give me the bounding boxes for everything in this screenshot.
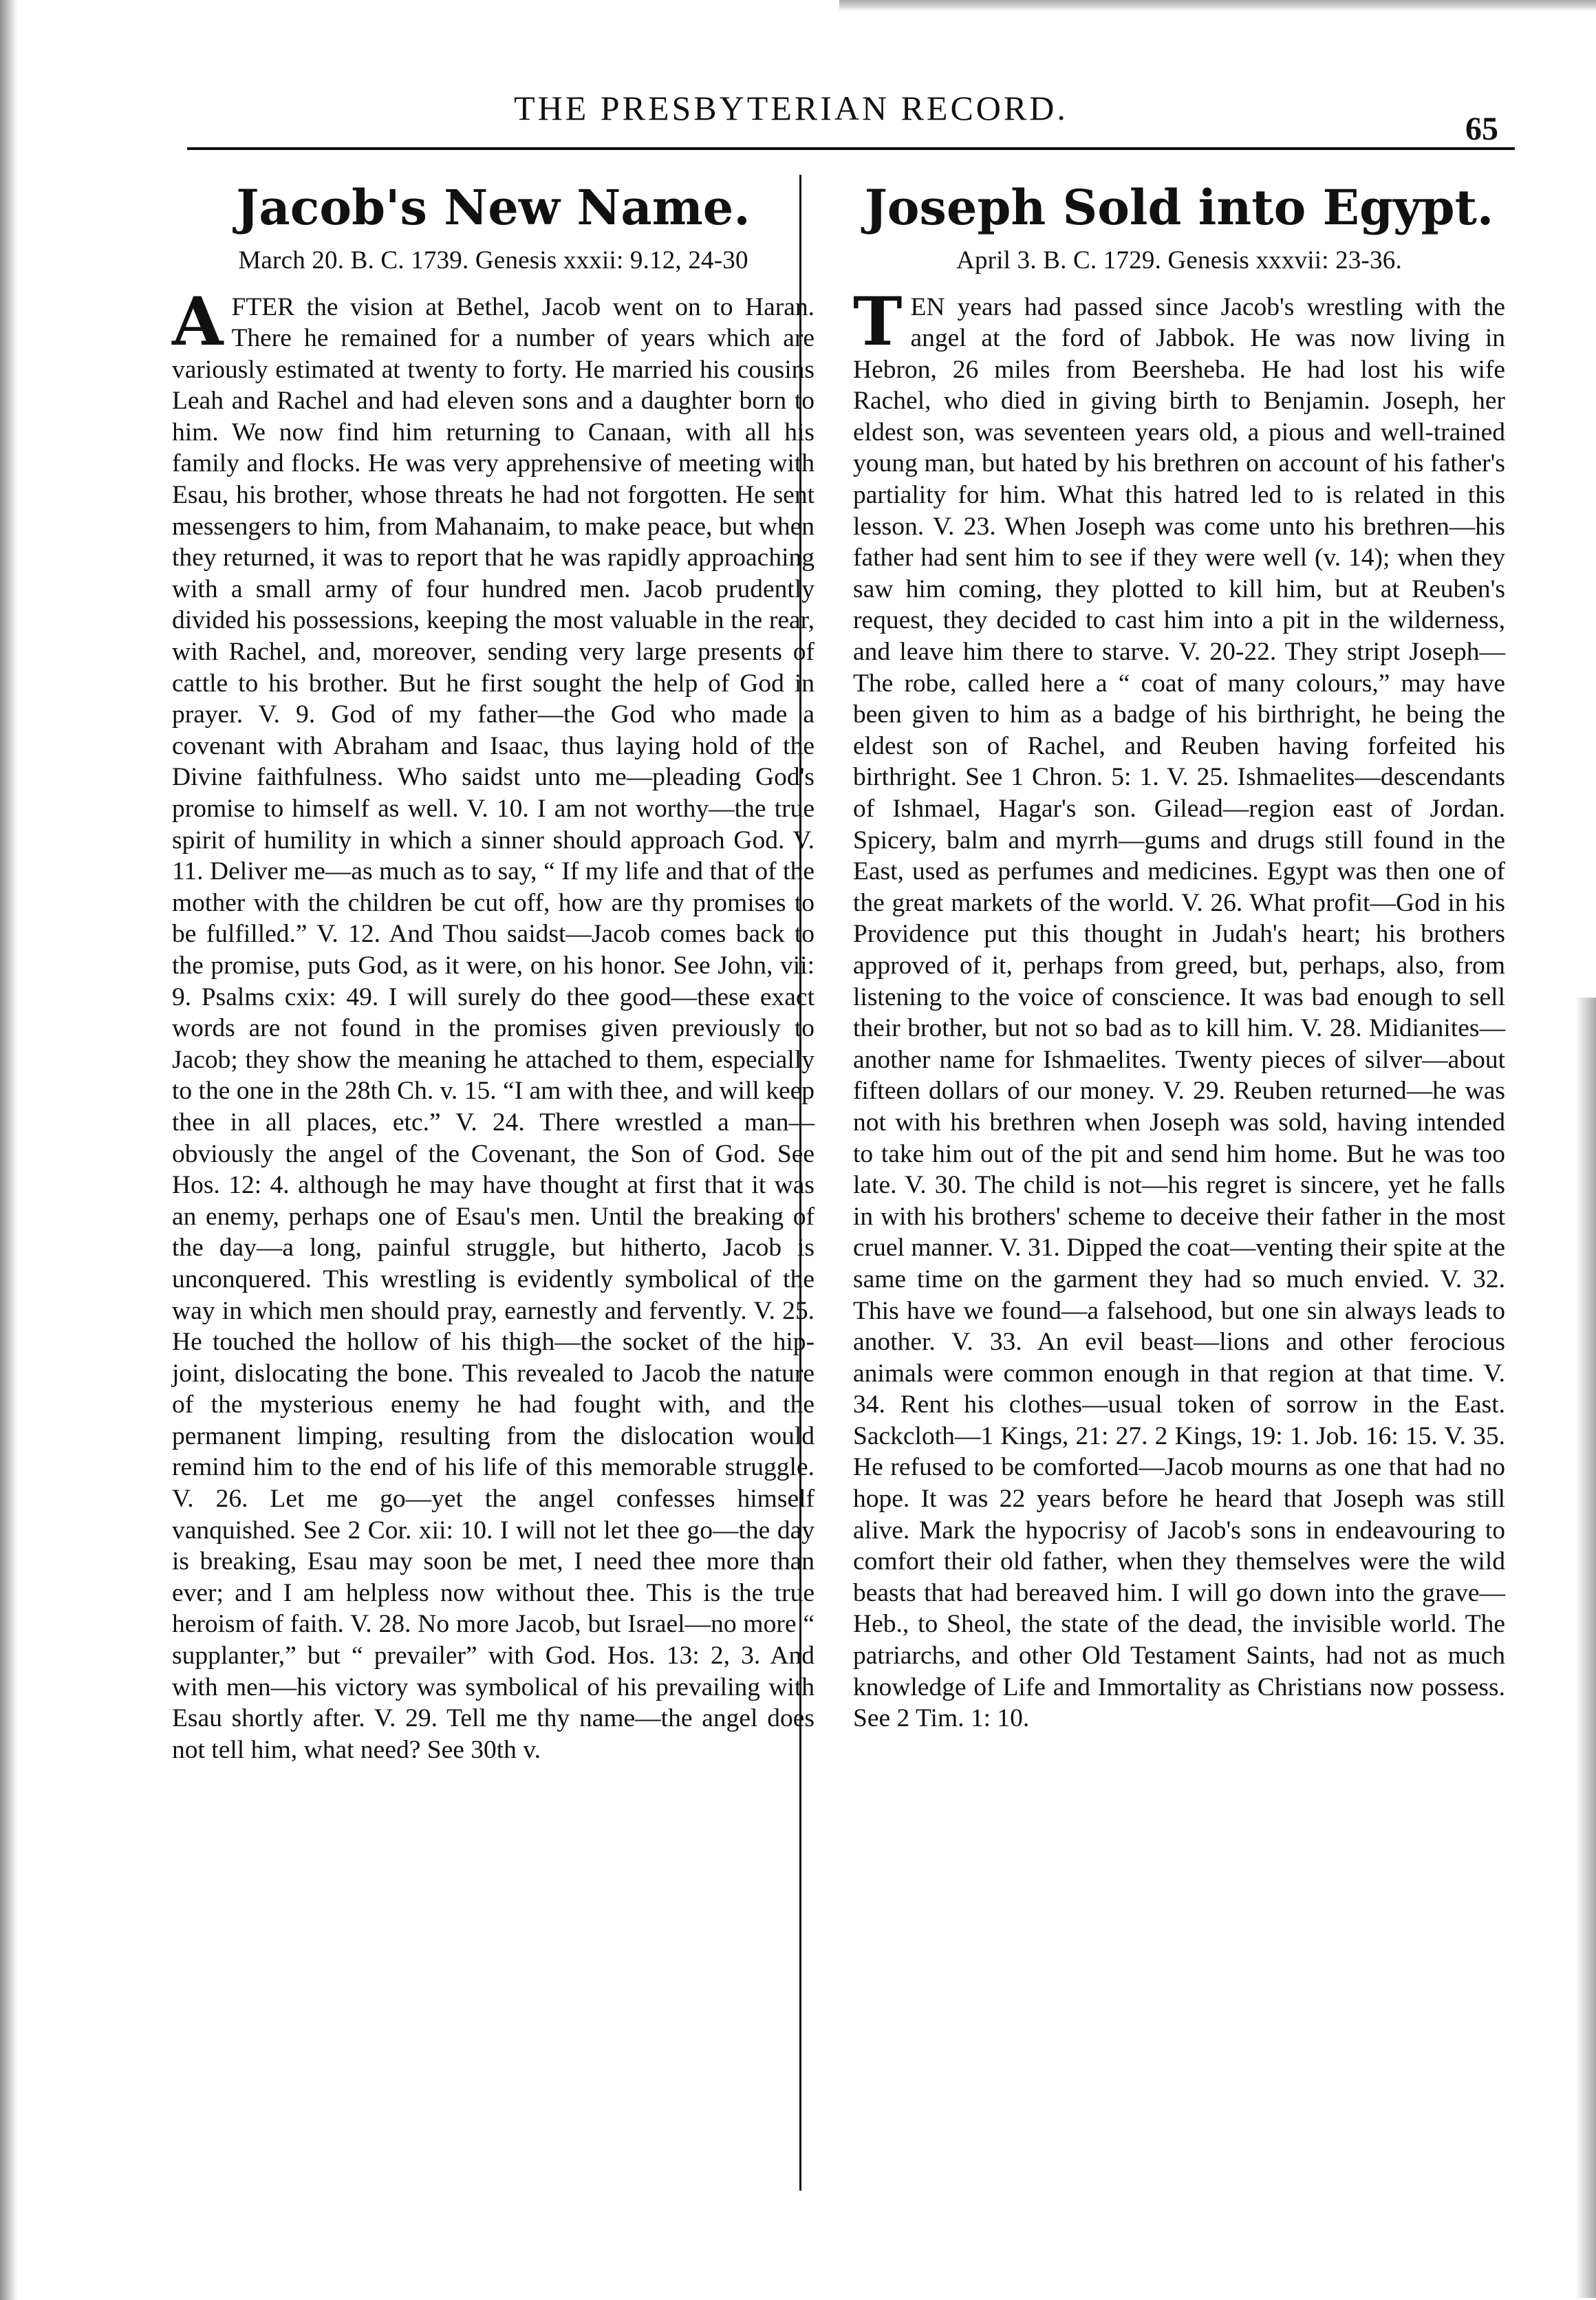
- page-edge-shadow-right: [1575, 998, 1596, 2298]
- running-head: THE PRESBYTERIAN RECORD.: [514, 89, 1068, 127]
- header-rule: [187, 147, 1515, 150]
- drop-cap: A: [172, 282, 224, 361]
- lesson-column-left: [172, 175, 815, 1765]
- page-edge-shadow-top: [839, 0, 1596, 11]
- lesson-title: Joseph Sold into Egypt.: [864, 179, 1494, 236]
- drop-cap: T: [853, 282, 903, 361]
- lesson-reference: March 20. B. C. 1739. Genesis xxxii: 9.12, 24-30: [238, 246, 748, 275]
- lesson-column-right: [853, 175, 1505, 1734]
- page-number: 65: [1465, 111, 1498, 147]
- lesson-body: [853, 282, 1505, 1734]
- lesson-text: FTER the vision at Bethel, Jacob went on to Haran. There he remained for a number of years which are variously estimated at twenty to forty. He married his cousins Leah and Rachel and had eleven sons and a daughter born to him. We now find him returning to Canaan, with all his family and flocks. He was very apprehensive of meeting with Esau, his brother, whose threats he had not forgotten. He sent messengers to him, from Mahanaim, to make peace, but when they returned, it was to report that he was rapidly approaching with a small army of four hundred men. Jacob prudently divided his possessions, keeping the most valuable in the rear, with Rachel, and, moreover, sending very large presents of cattle to his brother. But he first sought the help of God in prayer. V. 9. God of my father—the God who made a covenant with Abraham and Isaac, thus laying hold of the Divine faithfulness. Who saidst unto me—pleading God's promise to himself as well. V. 10. I am not worthy—the true spirit of humility in which a sinner should approach God. V. 11. Deliver me—as much as to say, “ If my life and that of the mother with the children be cut off, how are thy promises to be fulfilled.” V. 12. And Thou saidst—Jacob comes back to the promise, puts God, as it were, on his honor. See John, vii: 9. Psalms cxix: 49. I will surely do thee good—these exact words are not found in the promises given previously to Jacob; they show the meaning he attached to them, especially to the one in the 28th Ch. v. 15. “I am with thee, and will keep thee in all places, etc.” V. 24. There wrestled a man—obviously the angel of the Covenant, the Son of God. See Hos. 12: 4. although he may have thought at first that it was an enemy, perhaps one of Esau's men. Until the breaking of the day—a long, painful struggle, but hitherto, Jacob is unconquered. This wrestling is evidently symbolical of the way in which men should pray, earnestly and fervently. V. 25. He touched the hollow of his thigh—the socket of the hip-joint, dislocating the bone. This revealed to Jacob the nature of the mysterious enemy he had fought with, and the permanent limping, resulting from the dislocation would remind him to the end of his life of this memorable struggle. V. 26. Let me go—yet the angel confesses himself vanquished. See 2 Cor. xii: 10. I will not let thee go—the day is breaking, Esau may soon be met, I need thee more than ever; and I am helpless now without thee. This is the true heroism of faith. V. 28. No more Jacob, but Israel—no more “ supplanter,” but “ prevailer” with God. Hos. 13: 2, 3. And with men—his victory was symbolical of his prevailing with Esau shortly after. V. 29. Tell me thy name—the angel does not tell him, what need? See 30th v.: [172, 292, 815, 1764]
- lesson-reference: April 3. B. C. 1729. Genesis xxxvii: 23-36.: [956, 246, 1402, 275]
- page-edge-shadow-left: [0, 0, 18, 2300]
- lesson-text: EN years had passed since Jacob's wrestling with the angel at the ford of Jabbok. He was now living in Hebron, 26 miles from Beersheba. He had lost his wife Rachel, who died in giving birth to Benjamin. Joseph, her eldest son, was seventeen years old, a pious and well-trained young man, but hated by his brethren on account of his father's partiality for him. What this hatred led to is related in this lesson. V. 23. When Joseph was come unto his brethren—his father had sent him to see if they were well (v. 14); when they saw him coming, they plotted to kill him, but at Reuben's request, they decided to cast him into a pit in the wilderness, and leave him there to starve. V. 20-22. They stript Joseph—The robe, called here a “ coat of many colours,” may have been given to him as a badge of his birthright, he being the eldest son of Rachel, and Reuben having forfeited his birthright. See 1 Chron. 5: 1. V. 25. Ishmaelites—descendants of Ishmael, Hagar's son. Gilead—region east of Jordan. Spicery, balm and myrrh—gums and drugs still found in the East, used as perfumes and medicines. Egypt was then one of the great markets of the world. V. 26. What profit—God in his Providence put this thought in Judah's heart; his brothers approved of it, perhaps from greed, but, perhaps, also, from listening to the voice of conscience. It was bad enough to sell their brother, but not so bad as to kill him. V. 28. Midianites—another name for Ishmaelites. Twenty pieces of silver—about fifteen dollars of our money. V. 29. Reuben returned—he was not with his brethren when Joseph was sold, having intended to take him out of the pit and send him home. But he was too late. V. 30. The child is not—his regret is sincere, yet he falls in with his brothers' scheme to deceive their father in the most cruel manner. V. 31. Dipped the coat—venting their spite at the same time on the garment they had so much envied. V. 32. This have we found—a falsehood, but one sin always leads to another. V. 33. An evil beast—lions and other ferocious animals were common enough in that region at that time. V. 34. Rent his clothes—usual token of sorrow in the East. Sackcloth—1 Kings, 21: 27. 2 Kings, 19: 1. Job. 16: 15. V. 35. He refused to be comforted—Jacob mourns as one that had no hope. It was 22 years before he heard that Joseph was still alive. Mark the hypocrisy of Jacob's sons in endeavouring to comfort their old father, when they themselves were the wild beasts that had bereaved him. I will go down into the grave—Heb., to Sheol, the state of the dead, the invisible world. The patriarchs, and other Old Testament Saints, had not as much knowledge of Life and Immortality as Christians now possess. See 2 Tim. 1: 10.: [853, 292, 1505, 1733]
- lesson-body: [172, 282, 815, 1766]
- lesson-title: Jacob's New Name.: [236, 179, 751, 236]
